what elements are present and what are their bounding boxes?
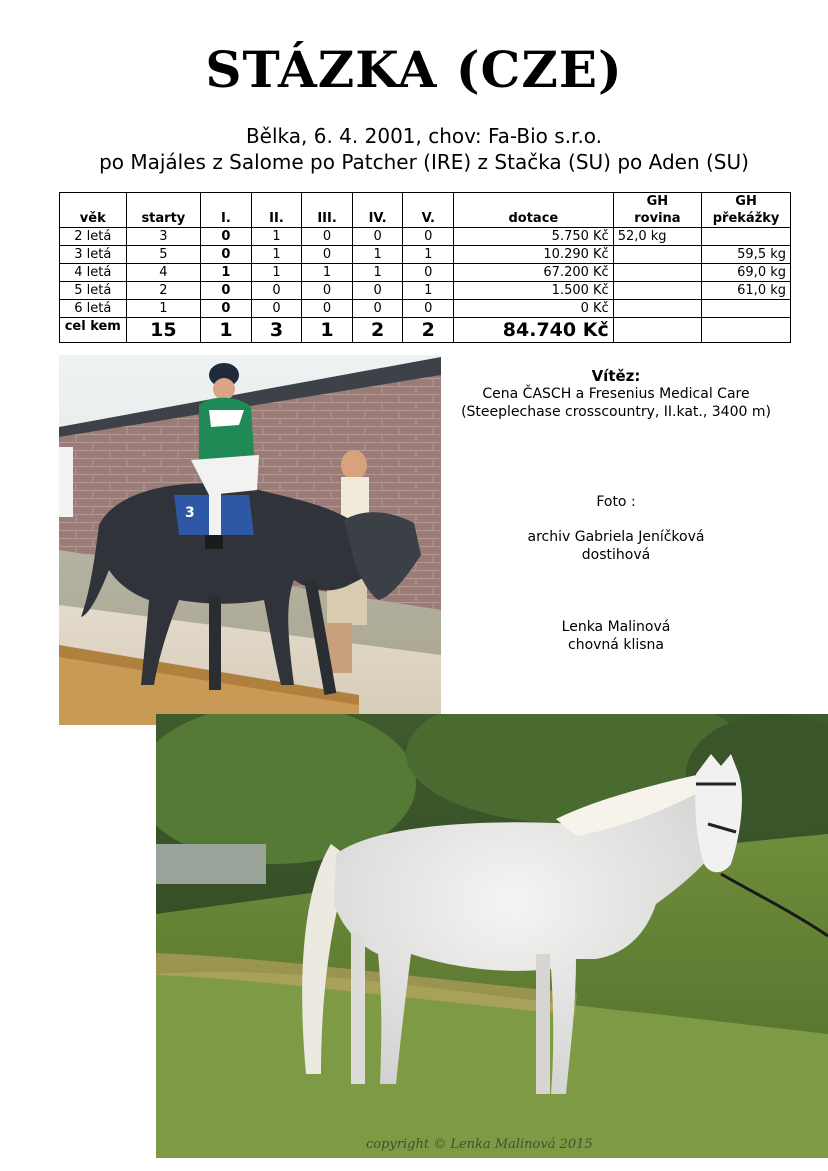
header-gh-flat	[613, 193, 701, 228]
cell-place-4: 0	[352, 282, 403, 300]
table-row	[60, 228, 791, 246]
broodmare-photo-illustration	[156, 714, 828, 1158]
table-row	[60, 282, 791, 300]
header-place-3: III.	[302, 193, 353, 228]
photo-broodmare	[156, 714, 828, 1158]
total-place-1: 1	[201, 318, 252, 343]
cell-age: 3 letá	[60, 246, 127, 264]
cell-gh-jump	[702, 228, 791, 246]
photo-archive-credit: archiv Gabriela Jeníčková	[527, 529, 705, 545]
header-place-4: IV.	[352, 193, 403, 228]
cell-place-3: 0	[302, 246, 353, 264]
photo-archive-role: dostihová	[581, 547, 651, 563]
cell-age: 5 letá	[60, 282, 127, 300]
cell-place-3: 1	[302, 264, 353, 282]
total-gh-flat	[613, 318, 701, 343]
header-gh-flat-bottom: rovina	[634, 211, 681, 226]
cell-gh-jump: 61,0 kg	[702, 282, 791, 300]
photo-author-credit: Lenka Malinová	[561, 619, 671, 635]
cell-age: 4 letá	[60, 264, 127, 282]
header-place-2: II.	[251, 193, 302, 228]
cell-place-1: 0	[201, 300, 252, 318]
cell-starts: 1	[126, 300, 201, 318]
cell-place-4: 0	[352, 228, 403, 246]
total-place-2: 3	[251, 318, 302, 343]
cell-gh-flat	[613, 264, 701, 282]
winner-race: Cena ČASCH a Fresenius Medical Care	[482, 386, 750, 402]
pedigree-line: po Majáles z Salome po Patcher (IRE) z Stačka (SU) po Aden (SU)	[99, 150, 749, 174]
racing-stats-table	[59, 192, 791, 343]
table-row	[60, 246, 791, 264]
table-row	[60, 300, 791, 318]
cell-place-5: 1	[403, 246, 454, 264]
cell-place-2: 1	[251, 246, 302, 264]
total-place-3: 1	[302, 318, 353, 343]
header-gh-jump-bottom: překážky	[712, 211, 780, 226]
total-label: cel kem	[60, 318, 127, 343]
table-row	[60, 264, 791, 282]
total-starts: 15	[126, 318, 201, 343]
cell-place-2: 0	[251, 282, 302, 300]
winner-heading: Vítěz:	[591, 367, 641, 385]
cell-place-2: 1	[251, 228, 302, 246]
cell-gh-flat	[613, 300, 701, 318]
cell-place-1: 0	[201, 282, 252, 300]
header-gh-jump-top: GH	[735, 194, 757, 209]
cell-gh-jump: 59,5 kg	[702, 246, 791, 264]
cell-place-3: 0	[302, 228, 353, 246]
cell-prize: 5.750 Kč	[454, 228, 614, 246]
header-gh-jump	[702, 193, 791, 228]
header-age: věk	[60, 193, 127, 228]
svg-text:3: 3	[185, 505, 195, 521]
photo-credits-heading: Foto :	[596, 494, 636, 510]
cell-age: 6 letá	[60, 300, 127, 318]
cell-place-2: 1	[251, 264, 302, 282]
header-starts: starty	[126, 193, 201, 228]
race-photo-illustration	[59, 355, 441, 725]
cell-gh-flat	[613, 282, 701, 300]
total-place-4: 2	[352, 318, 403, 343]
cell-prize: 1.500 Kč	[454, 282, 614, 300]
cell-gh-flat: 52,0 kg	[613, 228, 701, 246]
cell-age: 2 letá	[60, 228, 127, 246]
cell-prize: 67.200 Kč	[454, 264, 614, 282]
cell-gh-jump	[702, 300, 791, 318]
cell-place-1: 0	[201, 246, 252, 264]
total-gh-jump	[702, 318, 791, 343]
cell-prize: 0 Kč	[454, 300, 614, 318]
cell-prize: 10.290 Kč	[454, 246, 614, 264]
cell-place-4: 1	[352, 246, 403, 264]
cell-place-1: 1	[201, 264, 252, 282]
cell-starts: 5	[126, 246, 201, 264]
page-title: STÁZKA (CZE)	[205, 40, 623, 99]
header-prize: dotace	[454, 193, 614, 228]
cell-place-4: 1	[352, 264, 403, 282]
total-prize: 84.740 Kč	[454, 318, 614, 343]
table-total-row	[60, 318, 791, 343]
total-place-5: 2	[403, 318, 454, 343]
cell-starts: 4	[126, 264, 201, 282]
cell-place-5: 0	[403, 228, 454, 246]
cell-gh-jump: 69,0 kg	[702, 264, 791, 282]
cell-place-3: 0	[302, 282, 353, 300]
cell-place-2: 0	[251, 300, 302, 318]
winner-race-detail: (Steeplechase crosscountry, II.kat., 3400 m)	[461, 404, 771, 420]
cell-place-3: 0	[302, 300, 353, 318]
header-place-5: V.	[403, 193, 454, 228]
cell-place-4: 0	[352, 300, 403, 318]
table-header-row	[60, 193, 791, 228]
cell-place-1: 0	[201, 228, 252, 246]
cell-place-5: 1	[403, 282, 454, 300]
cell-starts: 3	[126, 228, 201, 246]
cell-place-5: 0	[403, 300, 454, 318]
cell-gh-flat	[613, 246, 701, 264]
copyright-watermark: copyright © Lenka Malinová 2015	[366, 1137, 593, 1152]
birth-breeder-line: Bělka, 6. 4. 2001, chov: Fa-Bio s.r.o.	[245, 124, 603, 148]
header-gh-flat-top: GH	[646, 194, 669, 209]
photo-author-role: chovná klisna	[568, 637, 664, 653]
photo-race-jockey	[59, 355, 441, 725]
header-place-1: I.	[201, 193, 252, 228]
cell-place-5: 0	[403, 264, 454, 282]
cell-starts: 2	[126, 282, 201, 300]
